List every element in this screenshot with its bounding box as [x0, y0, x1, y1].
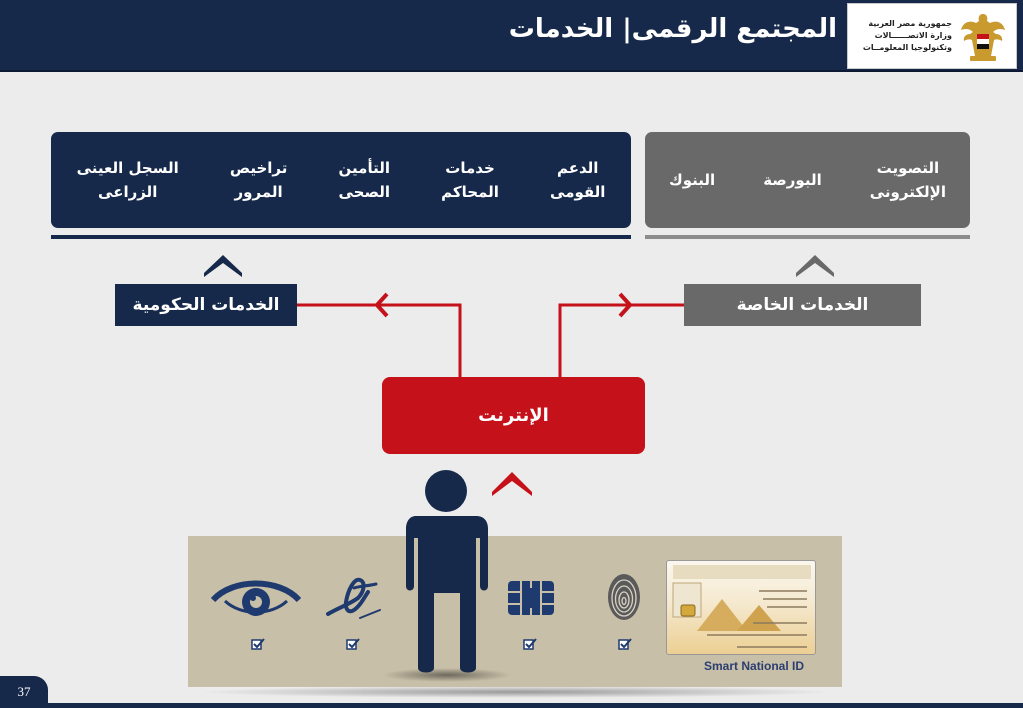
- service-e-voting[interactable]: التصويت الإلكترونى: [869, 159, 946, 201]
- government-panel-underline: [51, 235, 631, 239]
- ministry-name: [856, 18, 952, 54]
- coat-of-arms-icon: [958, 10, 1008, 64]
- footer-line: [48, 703, 1023, 708]
- fingerprint-icon: [607, 572, 641, 622]
- service-courts[interactable]: خدمات المحاكم: [441, 159, 499, 201]
- chevron-up-icon: [796, 251, 834, 277]
- chevron-up-icon: [204, 251, 242, 277]
- service-banks[interactable]: البنوك: [669, 171, 716, 189]
- ministry-line-2: وزارة الاتصــــــالات: [874, 31, 952, 40]
- national-id-card-image: [666, 560, 816, 655]
- private-services-panel: [645, 132, 970, 228]
- eye-icon: [211, 576, 301, 620]
- check-icon: [346, 638, 360, 650]
- ministry-logo: [847, 3, 1017, 69]
- chevron-up-icon: [492, 468, 532, 496]
- id-card-artwork: [667, 561, 816, 655]
- ministry-line-3: وتكنولوجيا المعلومــات: [862, 43, 952, 52]
- check-icon: [523, 638, 537, 650]
- header-bar: [0, 0, 1023, 72]
- service-stock-exchange[interactable]: البورصة: [763, 171, 822, 189]
- page-number: 37: [0, 676, 48, 708]
- page-title: المجتمع الرقمى| الخدمات: [508, 14, 837, 44]
- service-health-insurance[interactable]: التأمين الصحى: [338, 159, 391, 201]
- service-national-subsidy[interactable]: الدعم القومى: [550, 159, 606, 201]
- id-card-caption: Smart National ID: [704, 659, 805, 673]
- private-panel-underline: [645, 235, 970, 239]
- check-icon: [251, 638, 265, 650]
- service-traffic-licenses[interactable]: تراخيص المرور: [229, 159, 288, 201]
- government-services-label: الخدمات الحكومية: [115, 284, 297, 326]
- signature-icon: [324, 574, 384, 620]
- ministry-line-1: جمهورية مصر العربية: [868, 19, 952, 28]
- strip-shadow: [196, 686, 836, 698]
- person-icon: [402, 468, 492, 673]
- government-services-panel: [51, 132, 631, 228]
- service-agricultural-registry[interactable]: السجل العينى الزراعى: [76, 159, 179, 201]
- private-services-label: الخدمات الخاصة: [684, 284, 921, 326]
- check-icon: [618, 638, 632, 650]
- chip-icon: [507, 580, 555, 616]
- internet-box[interactable]: الإنترنت: [382, 377, 645, 454]
